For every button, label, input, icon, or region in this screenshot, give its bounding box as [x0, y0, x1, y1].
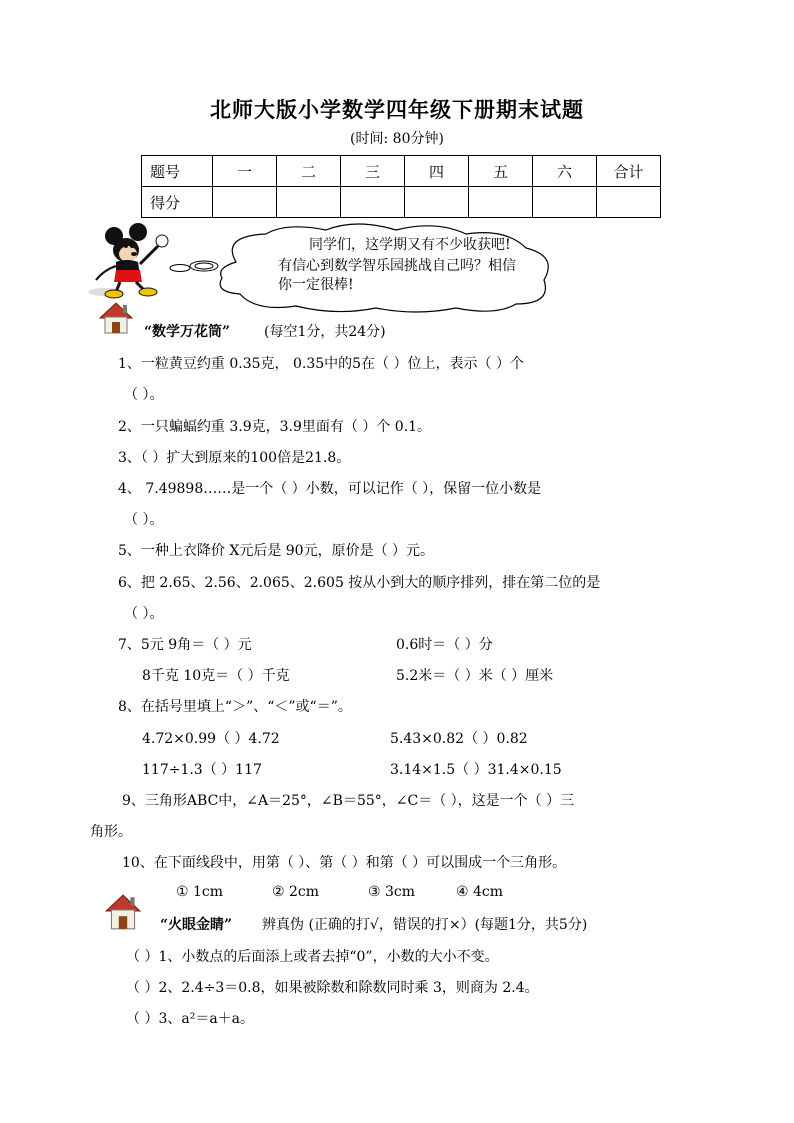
question-4-cont: （ ）。 [124, 512, 164, 528]
judge-question-2: （ ）2、2.4÷3＝0.8，如果被除数和除数同时乘 3，则商为 2.4。 [126, 980, 539, 996]
score-header-cell: 题号 [142, 156, 213, 187]
score-header-cell: 六 [533, 156, 597, 187]
question-7-part-d: 5.2米＝（ ）米（ ）厘米 [396, 668, 554, 684]
section-2-note: 辨真伪 (正确的打√，错误的打×）(每题1分，共5分) [262, 917, 588, 933]
question-3: 3、（ ）扩大到原来的100倍是21.8。 [118, 450, 351, 466]
question-10-option: ① 1cm [176, 884, 224, 900]
section-1-heading: “数学万花筒” [144, 324, 231, 340]
score-table-score-row [142, 187, 661, 218]
judge-question-3: （ ）3、a²＝a＋a。 [126, 1011, 255, 1027]
question-5: 5、一种上衣降价 X元后是 90元，原价是（ ）元。 [118, 543, 435, 559]
question-8-item: 3.14×1.5（ ）31.4×0.15 [390, 762, 562, 778]
score-cell [213, 187, 277, 218]
score-cell [469, 187, 533, 218]
question-7-part-a: 7、5元 9角＝（ ）元 [118, 637, 252, 653]
cloud-text-line-1: 同学们，这学期又有不少收获吧! [309, 237, 511, 253]
score-cell [533, 187, 597, 218]
question-1: 1、一粒黄豆约重 0.35克， 0.35中的5在（ ）位上，表示（ ）个 [118, 356, 524, 372]
judge-question-1: （ ）1、小数点的后面添上或者去掉“0”，小数的大小不变。 [126, 949, 499, 965]
question-2: 2、一只蝙蝠约重 3.9克，3.9里面有（ ）个 0.1。 [118, 419, 432, 435]
question-1-cont: （ ）。 [124, 387, 164, 403]
question-7-part-b: 0.6时＝（ ）分 [396, 637, 493, 653]
score-header-cell: 二 [277, 156, 341, 187]
section-2-heading: “火眼金睛” [160, 917, 233, 933]
question-10: 10、在下面线段中，用第（ ）、第（ ）和第（ ）可以围成一个三角形。 [122, 855, 567, 871]
question-9: 9、三角形ABC中，∠A＝25°，∠B＝55°，∠C＝（ ），这是一个（ ）三 [122, 793, 575, 809]
question-4: 4、 7.49898……是一个（ ）小数，可以记作（ ），保留一位小数是 [118, 481, 542, 497]
question-10-option: ④ 4cm [456, 884, 504, 900]
score-header-cell: 三 [341, 156, 405, 187]
score-cell [405, 187, 469, 218]
question-10-option: ③ 3cm [368, 884, 416, 900]
question-8-item: 117÷1.3（ ）117 [142, 762, 262, 778]
house-icon [104, 892, 142, 932]
question-8-item: 4.72×0.99（ ）4.72 [142, 731, 280, 747]
question-7-part-c: 8千克 10克＝（ ）千克 [142, 668, 290, 684]
question-10-option: ② 2cm [272, 884, 320, 900]
cloud-text-line-2: 有信心到数学智乐园挑战自己吗？相信 [278, 258, 516, 274]
question-9-cont: 角形。 [90, 824, 132, 840]
score-row-label: 得分 [142, 187, 213, 218]
question-8: 8、在括号里填上“＞”、“＜”或“＝”。 [118, 699, 352, 715]
house-icon [98, 300, 134, 336]
score-header-cell: 合计 [597, 156, 661, 187]
score-header-cell: 一 [213, 156, 277, 187]
score-header-cell: 四 [405, 156, 469, 187]
score-cell [277, 187, 341, 218]
score-table-header-row [142, 156, 661, 187]
question-6-cont: （ ）。 [124, 606, 164, 622]
score-table [141, 155, 661, 218]
question-8-item: 5.43×0.82（ ）0.82 [390, 731, 528, 747]
page-title: 北师大版小学数学四年级下册期末试题 [210, 98, 584, 122]
exam-time: (时间: 80分钟) [350, 131, 444, 147]
question-6: 6、把 2.65、2.56、2.065、2.605 按从小到大的顺序排列，排在第二位的是 [118, 575, 601, 591]
score-cell [341, 187, 405, 218]
cloud-text-line-3: 你一定很棒! [278, 277, 354, 293]
section-1-note: (每空1分，共24分) [264, 324, 386, 340]
score-header-cell: 五 [469, 156, 533, 187]
score-cell [597, 187, 661, 218]
